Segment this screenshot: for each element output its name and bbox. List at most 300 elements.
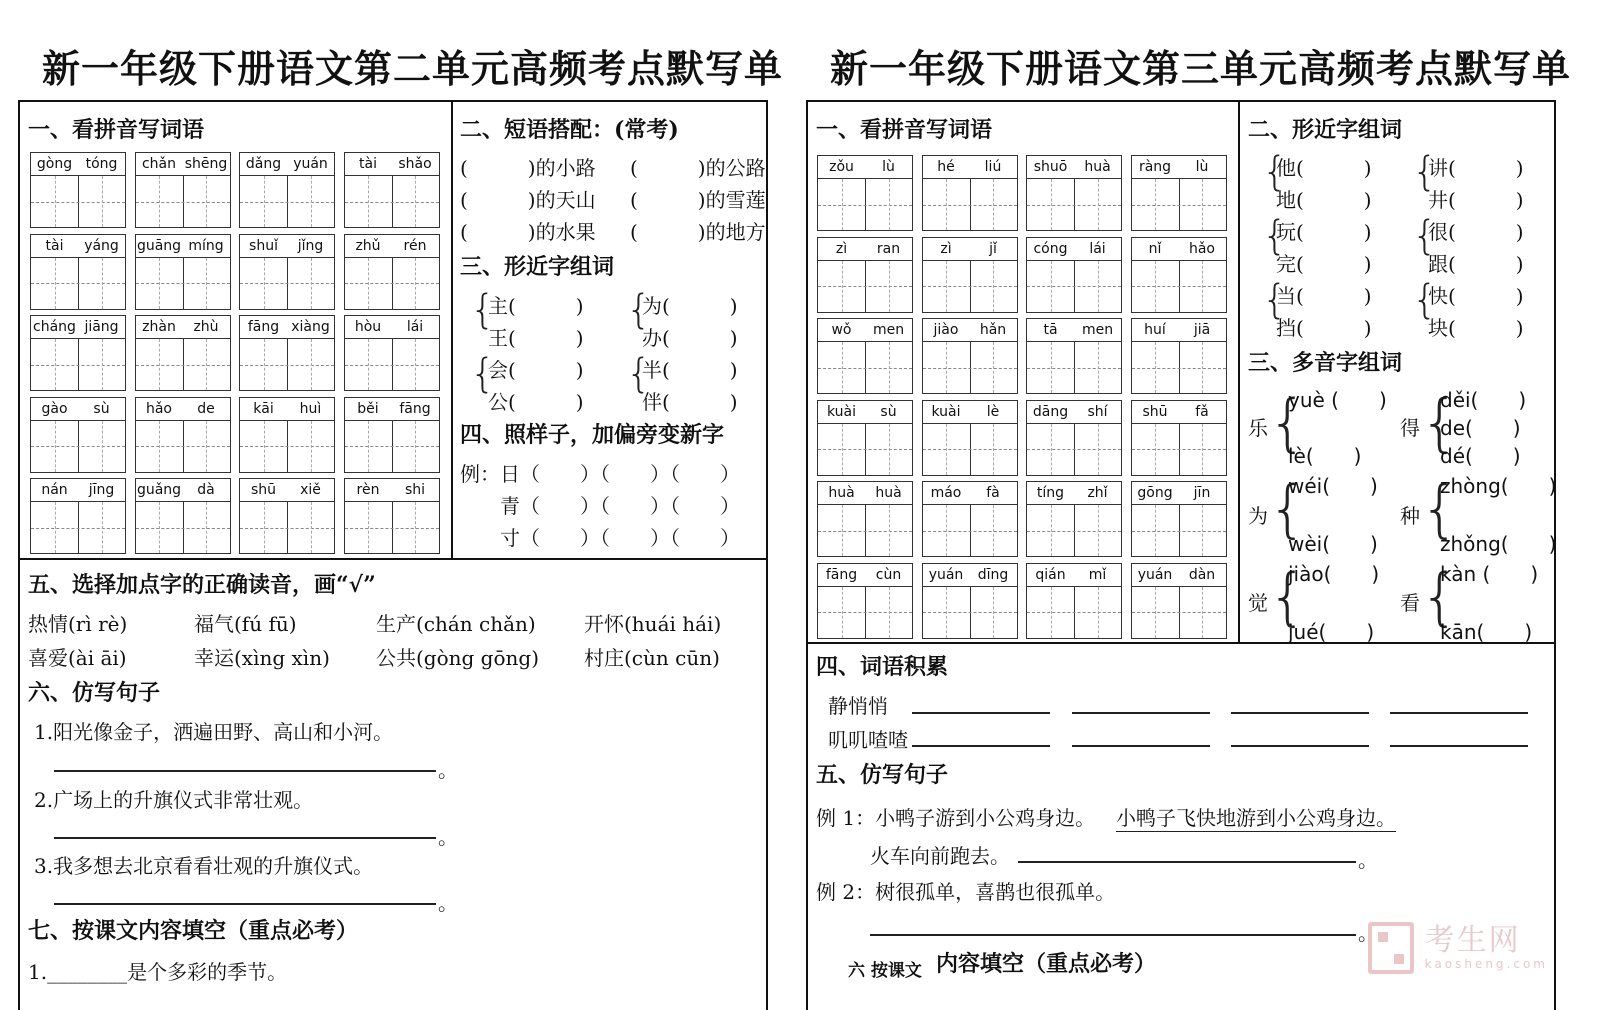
pinyin-row (240, 153, 334, 176)
similar-char: 公( ) (488, 390, 584, 414)
pinyin-syllable: fāng (399, 400, 431, 417)
pinyin-cell[interactable] (135, 397, 231, 473)
similar-char: 完( ) (1276, 252, 1372, 276)
writing-grid (818, 261, 912, 312)
reading-item: 福气(fú fū) (194, 612, 297, 636)
radical-line-1: 例：日（ ）（ ）（ ） (460, 462, 740, 486)
pinyin-syllable: míng (188, 237, 224, 254)
writing-grid (1132, 261, 1226, 312)
right-sec1-title: 一、看拼音写词语 (816, 117, 993, 143)
brace: { (1420, 472, 1460, 545)
writing-grid (1132, 179, 1226, 230)
pinyin-syllable: dāng (1032, 403, 1069, 420)
writing-grid (1027, 587, 1121, 638)
pinyin-syllable: dīng (977, 566, 1009, 583)
radical-line-3: 寸（ ）（ ）（ ） (500, 526, 740, 550)
similar-char: 井( ) (1428, 188, 1524, 212)
pinyin-syllable: nǐ (1148, 240, 1162, 257)
pinyin-syllable: men (1081, 322, 1114, 338)
pinyin-cell[interactable] (922, 563, 1018, 639)
right-divider-v (1238, 100, 1240, 644)
pinyin-row (136, 153, 230, 176)
pinyin-row (818, 238, 912, 261)
pinyin-syllable: fāng (825, 566, 858, 583)
example-2-label: 例 2：树很孤单，喜鹊也很孤单。 (816, 880, 1116, 904)
writing-grid (240, 502, 334, 553)
similar-char: 他( ) (1276, 156, 1372, 180)
poly-reading: zhòng( ) (1440, 474, 1557, 498)
writing-grid (136, 258, 230, 309)
radical-line-2: 青（ ）（ ）（ ） (500, 494, 740, 518)
similar-char: 快( ) (1428, 284, 1524, 308)
reading-item: 生产(chán chǎn) (376, 612, 536, 636)
pinyin-cell[interactable] (817, 563, 913, 639)
brace: { (1268, 472, 1308, 545)
answer-line (1390, 712, 1528, 714)
brace: { (1268, 560, 1308, 633)
similar-char: 玩( ) (1276, 220, 1372, 244)
reading-item: 热情(rì rè) (28, 612, 128, 636)
pinyin-syllable: huí (1144, 322, 1166, 338)
pinyin-cell[interactable] (1131, 318, 1227, 394)
writing-grid (136, 421, 230, 472)
pinyin-syllable: cóng (1033, 240, 1068, 257)
pinyin-cell[interactable] (239, 478, 335, 554)
answer-line (54, 837, 436, 839)
pinyin-cell[interactable] (344, 397, 440, 473)
pinyin-syllable: dǎng (245, 156, 282, 172)
pinyin-syllable: men (872, 322, 905, 338)
example-1-label: 例 1：小鸭子游到小公鸡身边。 (816, 806, 1096, 830)
pinyin-row (136, 398, 230, 421)
writing-grid (31, 421, 125, 472)
pinyin-row (240, 316, 334, 339)
pinyin-syllable: de (197, 400, 215, 417)
brace: { (470, 351, 496, 397)
pinyin-syllable: fǎ (1195, 403, 1209, 420)
similar-char: 跟( ) (1428, 252, 1524, 276)
reading-item: 喜爱(ài āi) (28, 646, 127, 670)
writing-grid (923, 505, 1017, 556)
brace: { (1262, 149, 1288, 195)
pinyin-cell[interactable] (922, 400, 1018, 476)
pinyin-row (240, 235, 334, 258)
writing-grid (345, 339, 439, 390)
pinyin-cell[interactable] (30, 234, 126, 310)
pinyin-syllable: lái (1089, 240, 1106, 257)
pinyin-cell[interactable] (135, 234, 231, 310)
writing-grid (31, 502, 125, 553)
writing-grid (923, 261, 1017, 312)
left-divider-h (18, 558, 768, 560)
brace: { (1412, 213, 1438, 259)
pinyin-cell[interactable] (1131, 400, 1227, 476)
phrase-5: ( )的水果 (460, 220, 596, 244)
right-sec3-title: 三、多音字组词 (1248, 350, 1403, 376)
pinyin-cell[interactable] (344, 478, 440, 554)
pinyin-syllable: yuán (1137, 566, 1173, 583)
similar-char: 很( ) (1428, 220, 1524, 244)
pinyin-row (1132, 564, 1226, 587)
pinyin-cell[interactable] (922, 481, 1018, 557)
poly-reading: de( ) (1440, 416, 1521, 440)
answer-line (1018, 861, 1356, 863)
pinyin-row (136, 316, 230, 339)
answer-line (1231, 745, 1369, 747)
pinyin-row (136, 235, 230, 258)
pinyin-syllable: ràng (1138, 159, 1172, 175)
writing-grid (818, 179, 912, 230)
left-sec7-title: 七、按课文内容填空（重点必考） (28, 918, 359, 944)
pinyin-row (818, 482, 912, 505)
pinyin-syllable: guǎng (136, 482, 182, 498)
pinyin-syllable: huà (828, 485, 855, 501)
brace: { (1262, 213, 1288, 259)
pinyin-syllable: jiā (1193, 322, 1211, 338)
pinyin-cell[interactable] (30, 152, 126, 228)
left-sec4-title: 四、照样子，加偏旁变新字 (460, 422, 725, 448)
pinyin-cell[interactable] (817, 318, 913, 394)
phrase-6: ( )的地方 (630, 220, 766, 244)
pinyin-row (1027, 564, 1121, 587)
brace: { (1412, 149, 1438, 195)
writing-grid (345, 176, 439, 227)
similar-char: 王( ) (488, 326, 584, 350)
pinyin-cell[interactable] (30, 397, 126, 473)
brace: { (470, 287, 496, 333)
pinyin-row (1027, 482, 1121, 505)
pinyin-cell[interactable] (1026, 481, 1122, 557)
pinyin-syllable: kuài (931, 403, 961, 420)
pinyin-syllable: shū (1142, 403, 1168, 420)
pinyin-cell[interactable] (239, 234, 335, 310)
pinyin-row (923, 319, 1017, 342)
pinyin-cell[interactable] (239, 397, 335, 473)
pinyin-syllable: sù (880, 403, 897, 420)
pinyin-syllable: cháng (33, 319, 76, 335)
pinyin-row (31, 398, 125, 421)
reading-item: 村庄(cùn cūn) (584, 646, 720, 670)
writing-grid (240, 258, 334, 309)
pinyin-row (1027, 319, 1121, 342)
pinyin-row (1132, 319, 1226, 342)
fill-item-1: 1.________是个多彩的季节。 (28, 960, 288, 984)
writing-grid (31, 258, 125, 309)
answer-line (54, 770, 436, 772)
writing-grid (818, 424, 912, 475)
pinyin-row (923, 238, 1017, 261)
similar-char: 主( ) (488, 294, 584, 318)
writing-grid (345, 502, 439, 553)
period: 。 (1358, 921, 1378, 945)
reading-item: 开怀(huái hái) (584, 612, 722, 636)
poly-reading: zhǒng( ) (1440, 532, 1557, 556)
poly-char: 觉 (1248, 591, 1268, 615)
writing-grid (1027, 342, 1121, 393)
sentence-2: 2.广场上的升旗仪式非常壮观。 (34, 788, 314, 812)
similar-char: 当( ) (1276, 284, 1372, 308)
pinyin-row (923, 564, 1017, 587)
writing-grid (1027, 505, 1121, 556)
poly-reading: wéi( ) (1288, 474, 1378, 498)
pinyin-syllable: dàn (1188, 566, 1216, 583)
left-sec5-title: 五、选择加点字的正确读音，画“√” (28, 572, 376, 598)
pinyin-syllable: tóng (85, 156, 118, 172)
pinyin-cell[interactable] (922, 318, 1018, 394)
writing-grid (1132, 342, 1226, 393)
pinyin-syllable: jīn (1193, 485, 1211, 501)
pinyin-cell[interactable] (1026, 563, 1122, 639)
answer-line (1072, 712, 1210, 714)
pinyin-row (818, 401, 912, 424)
pinyin-row (923, 401, 1017, 424)
pinyin-syllable: zhǔ (355, 237, 381, 254)
poly-reading: wèi( ) (1288, 532, 1378, 556)
pinyin-syllable: lù (882, 159, 895, 175)
writing-grid (136, 339, 230, 390)
pinyin-cell[interactable] (135, 315, 231, 391)
writing-grid (923, 179, 1017, 230)
pinyin-row (345, 398, 439, 421)
right-sec6-title: 内容填空（重点必考） (936, 951, 1157, 977)
pinyin-syllable: wǒ (831, 322, 852, 338)
pinyin-syllable: máo (930, 485, 962, 501)
poly-reading: jué( ) (1288, 620, 1375, 644)
pinyin-syllable: kāi (253, 400, 274, 417)
writing-grid (1132, 587, 1226, 638)
pinyin-syllable: fà (986, 485, 1000, 501)
poly-reading: dé( ) (1440, 444, 1521, 468)
pinyin-syllable: huà (1084, 159, 1111, 175)
pinyin-syllable: mǐ (1088, 566, 1107, 583)
pinyin-row (240, 479, 334, 502)
pinyin-syllable: yáng (84, 237, 119, 254)
brace: { (1420, 386, 1460, 459)
pinyin-syllable: tíng (1036, 485, 1065, 501)
pinyin-row (1027, 238, 1121, 261)
pinyin-row (1132, 401, 1226, 424)
pinyin-row (240, 398, 334, 421)
poly-char: 乐 (1248, 416, 1268, 440)
pinyin-row (1132, 238, 1226, 261)
pinyin-syllable: gào (41, 400, 68, 417)
writing-grid (240, 421, 334, 472)
poly-reading: yuè ( ) (1288, 388, 1387, 412)
sentence-3: 3.我多想去北京看看壮观的升旗仪式。 (34, 854, 374, 878)
example-1-answer: 小鸭子飞快地游到小公鸡身边。 (1116, 802, 1396, 832)
writing-grid (240, 339, 334, 390)
pinyin-cell[interactable] (1026, 400, 1122, 476)
pinyin-syllable: shū (250, 482, 277, 498)
watermark-brand: 考生网 (1424, 923, 1521, 958)
pinyin-cell[interactable] (1026, 237, 1122, 313)
pinyin-syllable: shí (1087, 403, 1108, 420)
writing-grid (1027, 261, 1121, 312)
watermark-url: kaosheng.com (1424, 957, 1548, 971)
poly-char: 看 (1400, 591, 1420, 615)
similar-char: 挡( ) (1276, 316, 1372, 340)
pinyin-row (345, 316, 439, 339)
right-sec5-title: 五、仿写句子 (816, 762, 949, 788)
pinyin-syllable: qián (1035, 566, 1066, 583)
pinyin-row (923, 482, 1017, 505)
pinyin-syllable: jǐng (297, 237, 324, 254)
pinyin-cell[interactable] (1026, 318, 1122, 394)
pinyin-syllable: chǎn (141, 156, 177, 172)
answer-line (1231, 712, 1369, 714)
pinyin-row (1027, 156, 1121, 179)
pinyin-syllable: běi (357, 400, 379, 417)
pinyin-syllable: shēng (184, 156, 228, 172)
poly-reading: kàn ( ) (1440, 562, 1539, 586)
pinyin-cell[interactable] (239, 152, 335, 228)
writing-grid (1132, 424, 1226, 475)
right-title: 新一年级下册语文第三单元高频考点默写单 (830, 46, 1572, 91)
right-sec6-prefix: 六 按课文 (848, 961, 922, 981)
word-2: 叽叽喳喳 (828, 728, 908, 752)
pinyin-syllable: gòng (36, 156, 73, 172)
poly-reading: kān( ) (1440, 620, 1533, 644)
pinyin-cell[interactable] (30, 478, 126, 554)
writing-grid (1027, 179, 1121, 230)
brace: { (626, 287, 652, 333)
pinyin-syllable: shuō (1033, 159, 1068, 175)
brace: { (1268, 386, 1308, 459)
phrase-3: ( )的天山 (460, 188, 596, 212)
writing-grid (31, 176, 125, 227)
pinyin-syllable: dà (197, 482, 215, 498)
brace: { (1412, 277, 1438, 323)
pinyin-cell[interactable] (239, 315, 335, 391)
pinyin-syllable: rèn (356, 482, 380, 498)
period: 。 (1358, 848, 1378, 872)
answer-line (870, 934, 1356, 936)
pinyin-syllable: liú (984, 159, 1002, 175)
phrase-2: ( )的公路 (630, 156, 766, 180)
pinyin-syllable: zhǐ (1087, 485, 1108, 501)
pinyin-row (31, 479, 125, 502)
pinyin-row (818, 319, 912, 342)
pinyin-row (345, 479, 439, 502)
answer-line (1390, 745, 1528, 747)
poly-reading: jiào( ) (1288, 562, 1380, 586)
pinyin-cell[interactable] (1131, 155, 1227, 231)
left-sec2-title: 二、短语搭配：(常考) (460, 117, 679, 143)
period: 。 (438, 825, 458, 849)
pinyin-row (1027, 401, 1121, 424)
pinyin-syllable: zì (835, 240, 848, 257)
left-divider-v (451, 100, 453, 560)
writing-grid (818, 342, 912, 393)
pinyin-syllable: huà (875, 485, 902, 501)
pinyin-cell[interactable] (30, 315, 126, 391)
left-sec6-title: 六、仿写句子 (28, 680, 161, 706)
poly-reading: lè( ) (1288, 444, 1362, 468)
pinyin-syllable: sù (93, 400, 110, 417)
pinyin-cell[interactable] (1026, 155, 1122, 231)
pinyin-cell[interactable] (817, 155, 913, 231)
poly-char: 种 (1400, 504, 1420, 528)
similar-char: 块( ) (1428, 316, 1524, 340)
similar-char: 办( ) (642, 326, 738, 350)
pinyin-cell[interactable] (817, 400, 913, 476)
pinyin-cell[interactable] (344, 152, 440, 228)
period: 。 (438, 758, 458, 782)
left-sec1-title: 一、看拼音写词语 (28, 117, 205, 143)
pinyin-row (818, 156, 912, 179)
pinyin-syllable: hé (937, 159, 955, 175)
reading-item: 公共(gòng gōng) (376, 646, 540, 670)
phrase-4: ( )的雪莲 (630, 188, 766, 212)
pinyin-syllable: hǎn (979, 322, 1007, 338)
watermark (1368, 922, 1548, 974)
watermark-logo-icon (1368, 922, 1414, 974)
pinyin-syllable: cùn (875, 566, 902, 583)
right-sec4-title: 四、词语积累 (816, 654, 949, 680)
pinyin-syllable: xiàng (291, 319, 330, 335)
pinyin-row (1132, 482, 1226, 505)
answer-line (1072, 745, 1210, 747)
pinyin-cell[interactable] (344, 234, 440, 310)
pinyin-cell[interactable] (1131, 563, 1227, 639)
pinyin-syllable: zhù (193, 319, 219, 335)
writing-grid (240, 176, 334, 227)
phrase-1: ( )的小路 (460, 156, 596, 180)
pinyin-syllable: yuán (928, 566, 964, 583)
pinyin-row (345, 235, 439, 258)
pinyin-syllable: shi (404, 482, 426, 498)
pinyin-cell[interactable] (1131, 481, 1227, 557)
pinyin-cell[interactable] (922, 237, 1018, 313)
pinyin-row (31, 235, 125, 258)
pinyin-syllable: yuán (293, 156, 328, 172)
writing-grid (923, 424, 1017, 475)
writing-grid (345, 421, 439, 472)
answer-line (54, 903, 436, 905)
pinyin-row (923, 156, 1017, 179)
pinyin-row (1132, 156, 1226, 179)
pinyin-cell[interactable] (1131, 237, 1227, 313)
pinyin-cell[interactable] (135, 152, 231, 228)
pinyin-syllable: fāng (247, 319, 280, 335)
period: 。 (438, 891, 458, 915)
pinyin-cell[interactable] (817, 237, 913, 313)
answer-line (912, 712, 1050, 714)
similar-char: 讲( ) (1428, 156, 1524, 180)
pinyin-syllable: jiāng (84, 319, 119, 335)
pinyin-row (31, 153, 125, 176)
pinyin-cell[interactable] (922, 155, 1018, 231)
right-sec2-title: 二、形近字组词 (1248, 117, 1403, 143)
writing-grid (923, 342, 1017, 393)
writing-grid (345, 258, 439, 309)
pinyin-syllable: tā (1043, 322, 1058, 338)
pinyin-cell[interactable] (344, 315, 440, 391)
pinyin-syllable: zǒu (829, 159, 854, 175)
pinyin-syllable: tài (359, 156, 377, 172)
pinyin-cell[interactable] (135, 478, 231, 554)
writing-grid (136, 176, 230, 227)
writing-grid (1027, 424, 1121, 475)
pinyin-syllable: jīng (88, 482, 115, 498)
pinyin-cell[interactable] (817, 481, 913, 557)
pinyin-syllable: lè (986, 403, 1000, 420)
pinyin-syllable: nán (41, 482, 68, 498)
pinyin-syllable: shuǐ (249, 237, 278, 254)
writing-grid (31, 339, 125, 390)
similar-char: 地( ) (1276, 188, 1372, 212)
brace: { (626, 351, 652, 397)
